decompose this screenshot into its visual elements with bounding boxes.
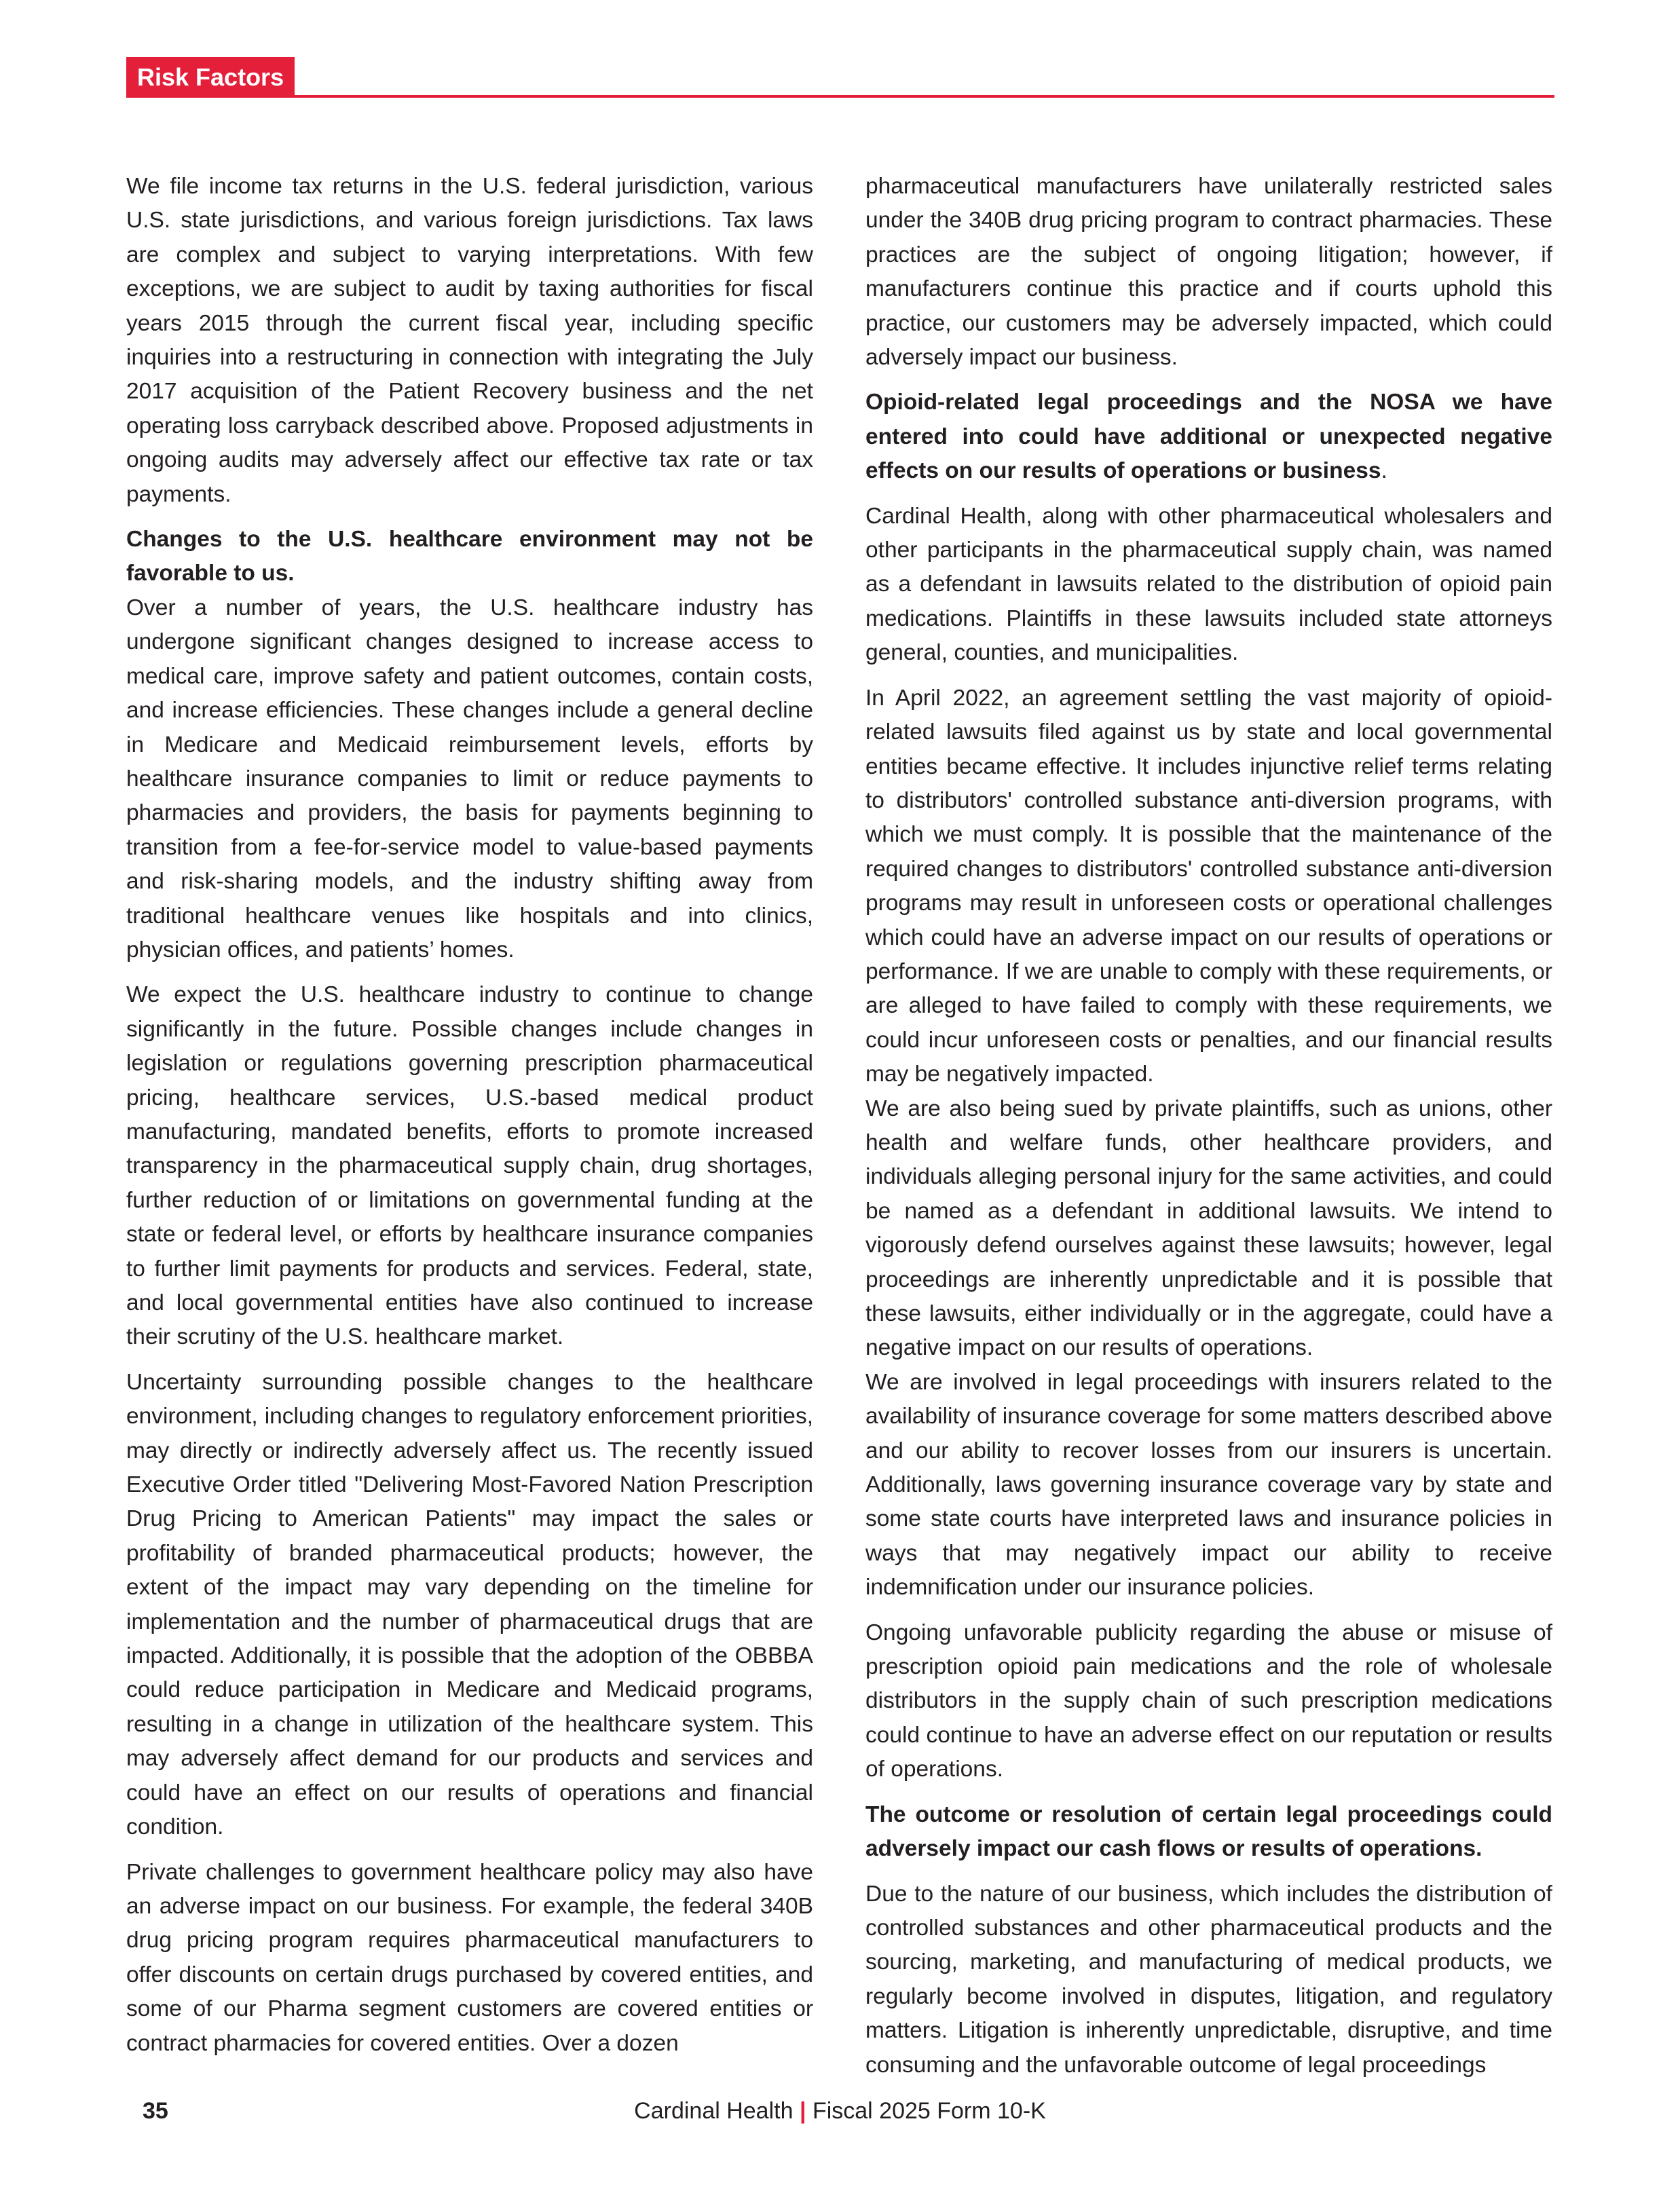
heading-period: . — [1381, 458, 1387, 484]
section-heading — [865, 386, 1552, 488]
footer-document: Fiscal 2025 Form 10-K — [812, 2098, 1046, 2124]
page-number: 35 — [143, 2098, 168, 2124]
footer-separator: | — [799, 2098, 806, 2124]
paragraph: In April 2022, an agreement settling the vast majority of opioid-related lawsuits filed against us by state and local governmental entities became effective. It includes injunctive relief terms relating to distributors' controlled substance anti-diversion programs, with which we must comply. It is possible that the maintenance of the required changes to distributors' controlled substance anti-diversion programs may result in unforeseen costs or operational challenges which could have an adverse impact on our results of operations or performance. If we are unable to comply with these requirements, or are alleged to have failed to comply with these requirements, we could incur unforeseen costs or penalties, and our financial results may be negatively impacted. — [865, 685, 1552, 1087]
paragraph: pharmaceutical manufacturers have unilaterally restricted sales under the 340B drug pricing program to contract pharmacies. These practices are the subject of ongoing litigation; however, if manufacturers continue this practice and if courts uphold this practice, our customers may be adversely impacted, which could adversely impact our business. — [865, 174, 1552, 371]
paragraph: Over a number of years, the U.S. healthcare industry has undergone significant changes designed to increase access to medical care, improve safety and patient outcomes, contain costs, and increase efficiencies. These changes include a general decline in Medicare and Medicaid reimbursement levels, efforts by healthcare insurance companies to limit or reduce payments to pharmacies and providers, the basis for payments beginning to transition from a fee-for-service model to value-based payments and risk-sharing models, and the industry shifting away from traditional healthcare venues like hospitals and into clinics, physician offices, and patients’ homes. — [126, 595, 813, 962]
paragraph: Uncertainty surrounding possible changes to the healthcare environment, including changes to regulatory enforcement priorities, may directly or indirectly adversely affect us. The recently issued Executive Order titled "Delivering Most-Favored Nation Prescription Drug Pricing to American Patients" may impact the sales or profitability of branded pharmaceutical products; however, the extent of the impact may vary depending on the timeline for implementation and the number of pharmaceutical drugs that are impacted. Additionally, it is possible that the adoption of the OBBBA could reduce participation in Medicare and Medicaid programs, resulting in a change in utilization of the healthcare system. This may adversely affect demand for our products and services and could have an effect on our results of operations and financial condition. — [126, 1369, 813, 1840]
paragraph: We expect the U.S. healthcare industry to continue to change significantly in the future. Possible changes include changes in legislation or regulations governing prescription pharmaceutical pricing, healthcare services, U.S.-based medical product manufacturing, mandated benefits, efforts to promote increased transparency in the pharmaceutical supply chain, drug shortages, further reduction of or limitations on governmental funding at the state or federal level, or efforts by healthcare insurance companies to further limit payments for products and services. Federal, state, and local governmental entities have also continued to increase their scrutiny of the U.S. healthcare market. — [126, 982, 813, 1350]
left-column — [126, 170, 813, 2061]
paragraph: Private challenges to government healthcare policy may also have an adverse impact on our business. For example, the federal 340B drug pricing program requires pharmaceutical manufacturers to offer discounts on certain drugs purchased by covered entities, and some of our Pharma segment customers are covered entities or contract pharmacies for covered entities. Over a dozen — [126, 1859, 813, 2056]
footer-company: Cardinal Health — [634, 2098, 794, 2124]
footer-title — [0, 2091, 1680, 2131]
right-column — [865, 170, 1552, 2082]
paragraph: Ongoing unfavorable publicity regarding the abuse or misuse of prescription opioid pain medications and the role of wholesale distributors in the supply chain of such prescription medications could continue to have an adverse effect on our reputation or results of operations. — [865, 1620, 1552, 1782]
heading-text: Opioid-related legal proceedings and the NOSA we have entered into could have additional or unexpected negative effects on our results of operations or business — [865, 390, 1552, 484]
page-footer — [0, 2091, 1680, 2131]
paragraph: We file income tax returns in the U.S. federal jurisdiction, various U.S. state jurisdictions, and various foreign jurisdictions. Tax laws are complex and subject to varying interpretations. With few exceptions, we are subject to audit by taxing authorities for fiscal years 2015 through the current fiscal year, including specific inquiries into a restructuring in connection with integrating the July 2017 acquisition of the Patient Recovery business and the net operating loss carryback described above. Proposed adjustments in ongoing audits may adversely affect our effective tax rate or tax payments. — [126, 174, 813, 507]
paragraph: We are involved in legal proceedings with insurers related to the availability of insurance coverage for some matters described above and our ability to recover losses from our insurers is uncertain. Additionally, laws governing insurance coverage vary by state and some state courts have interpreted laws and insurance policies in ways that may negatively impact our ability to receive indemnification under our insurance policies. — [865, 1369, 1552, 1601]
paragraph: Cardinal Health, along with other pharmaceutical wholesalers and other participants in the pharmaceutical supply chain, was named as a defendant in lawsuits related to the distribution of opioid pain medications. Plaintiffs in these lawsuits included state attorneys general, counties, and municipalities. — [865, 503, 1552, 666]
paragraph: Due to the nature of our business, which includes the distribution of controlled substances and other pharmaceutical products and the sourcing, marketing, and manufacturing of medical products, we regularly become involved in disputes, litigation, and regulatory matters. Litigation is inherently unpredictable, disruptive, and time consuming and the unfavorable outcome of legal proceedings — [865, 1881, 1552, 2078]
paragraph: We are also being sued by private plaintiffs, such as unions, other health and welfare funds, other healthcare providers, and individuals alleging personal injury for the same activities, and could be named as a defendant in additional lawsuits. We intend to vigorously defend ourselves against these lawsuits; however, legal proceedings are inherently unpredictable and it is possible that these lawsuits, either individually or in the aggregate, could have a negative impact on our results of operations. — [865, 1096, 1552, 1361]
section-tab: Risk Factors — [126, 57, 295, 98]
section-heading: The outcome or resolution of certain legal proceedings could adversely impact our cash flows or results of operations. — [865, 1801, 1552, 1862]
section-heading: Changes to the U.S. healthcare environment may not be favorable to us. — [126, 527, 813, 586]
header-rule — [126, 95, 1554, 98]
